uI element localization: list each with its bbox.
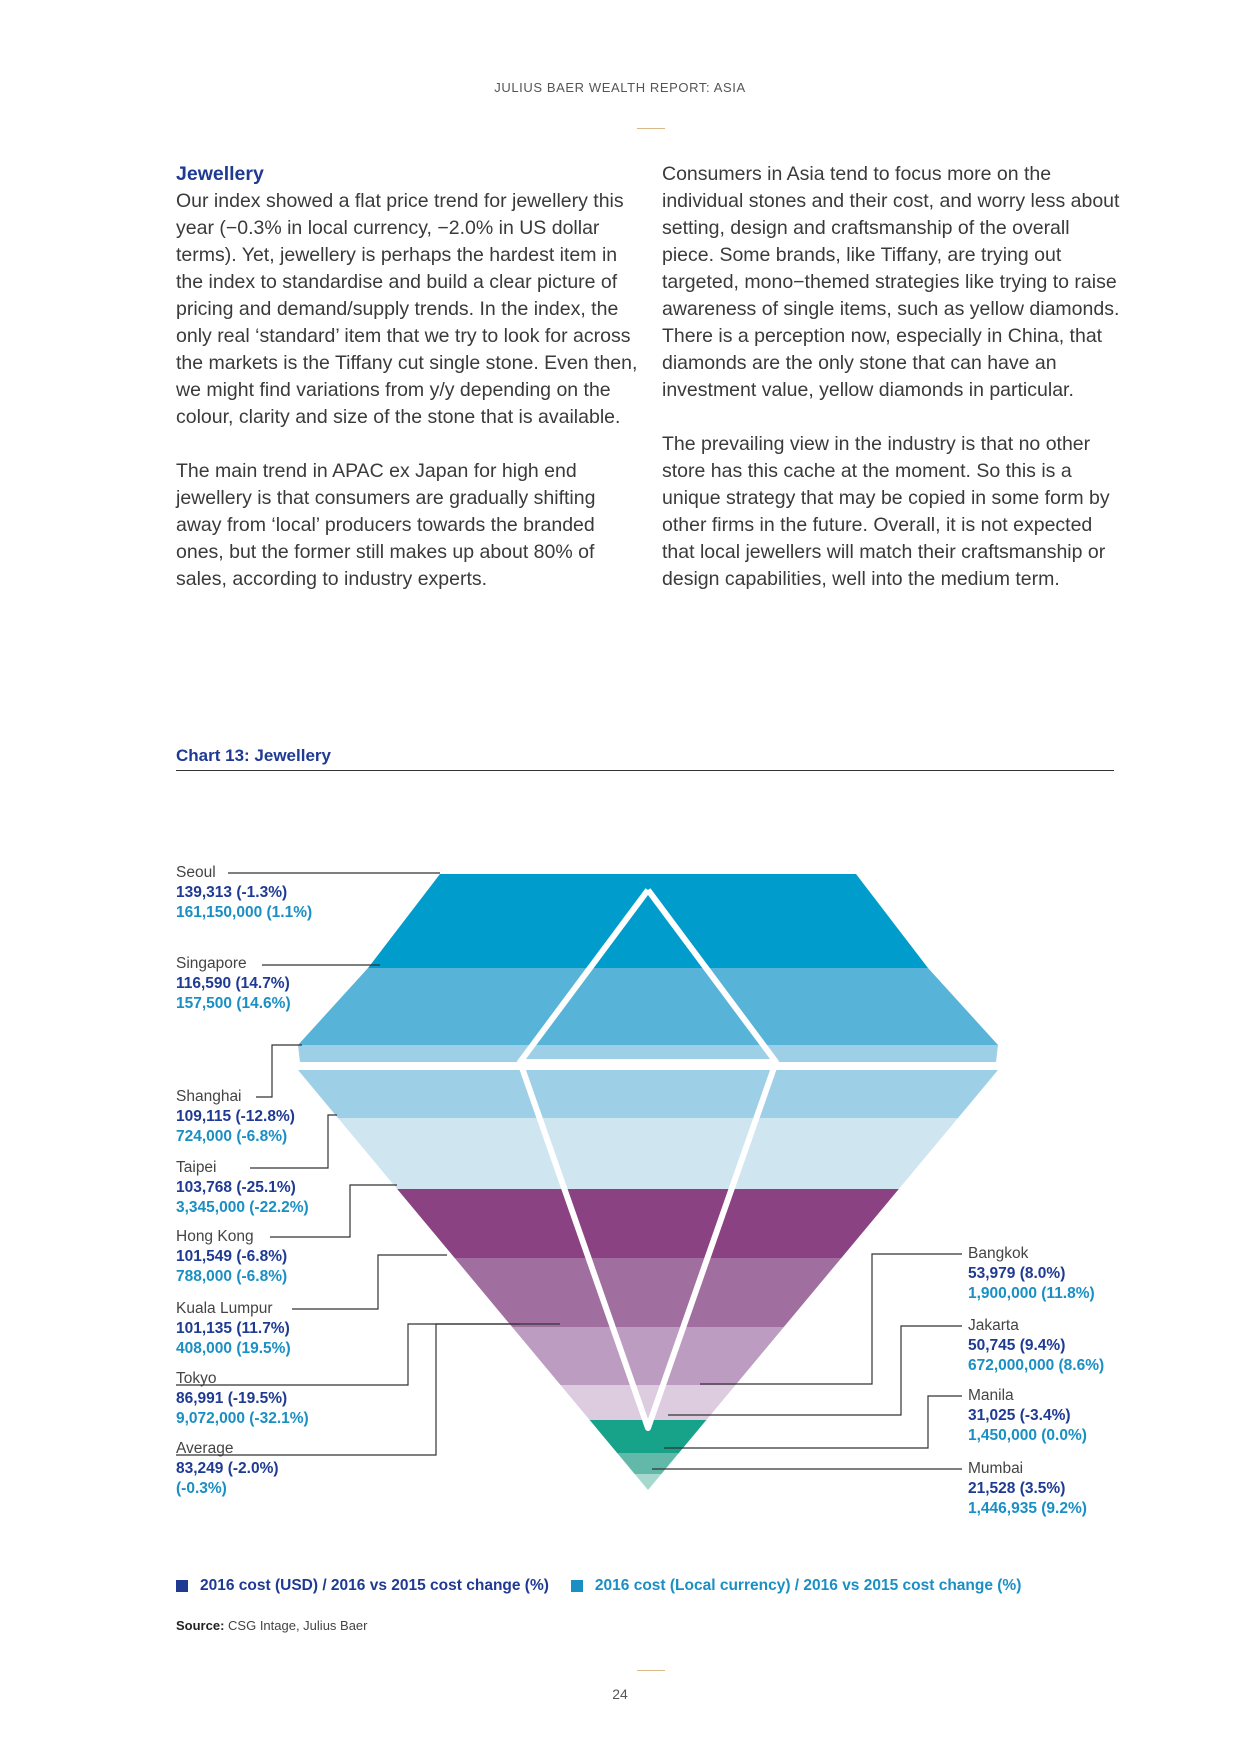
chart-label-mumbai bbox=[968, 1460, 1087, 1517]
diamond-band bbox=[368, 874, 928, 968]
city-label: Manila bbox=[968, 1387, 1014, 1404]
paragraph: The prevailing view in the industry is that no other store has this cache at the moment. So this is a unique strategy that may be copied in some form by other firms in the future. Overall, it is not expected that local jewellers will match their craftsmanship or design capabilities, well into the medium term. bbox=[662, 433, 1110, 590]
local-value-label: 1,900,000 (11.8%) bbox=[968, 1285, 1095, 1302]
legend-label-local: 2016 cost (Local currency) / 2016 vs 2015 cost change (%) bbox=[594, 1577, 1022, 1594]
diamond-band bbox=[455, 1258, 842, 1327]
page-number: 24 bbox=[612, 1686, 628, 1702]
usd-value-label: 21,528 (3.5%) bbox=[968, 1480, 1066, 1497]
local-value-label: 788,000 (-6.8%) bbox=[176, 1268, 288, 1285]
usd-value-label: 139,313 (-1.3%) bbox=[176, 884, 288, 901]
source-text: CSG Intage, Julius Baer bbox=[228, 1618, 368, 1633]
local-value-label: 9,072,000 (-32.1%) bbox=[176, 1410, 309, 1427]
city-label: Average bbox=[176, 1440, 234, 1457]
diamond-band bbox=[635, 1474, 662, 1490]
city-label: Singapore bbox=[176, 955, 247, 972]
chart-label-manila bbox=[968, 1387, 1087, 1444]
usd-value-label: 53,979 (8.0%) bbox=[968, 1265, 1066, 1282]
local-value-label: 724,000 (-6.8%) bbox=[176, 1128, 288, 1145]
chart-label-tokyo bbox=[176, 1370, 309, 1427]
usd-value-label: 50,745 (9.4%) bbox=[968, 1337, 1066, 1354]
city-label: Bangkok bbox=[968, 1245, 1029, 1262]
leader-line bbox=[256, 1045, 302, 1097]
local-value-label: (-0.3%) bbox=[176, 1480, 227, 1497]
local-value-label: 157,500 (14.6%) bbox=[176, 995, 291, 1012]
usd-value-label: 101,135 (11.7%) bbox=[176, 1320, 290, 1337]
diamond-band bbox=[397, 1189, 899, 1258]
usd-value-label: 109,115 (-12.8%) bbox=[176, 1108, 295, 1125]
chart-label-singapore bbox=[176, 955, 291, 1012]
city-label: Kuala Lumpur bbox=[176, 1300, 273, 1317]
paragraph: The main trend in APAC ex Japan for high end jewellery is that consumers are gradually shifting away from ‘local’ producers towards the branded ones, but the former still makes up about 80% of sales, according to industry experts. bbox=[176, 460, 596, 590]
city-label: Hong Kong bbox=[176, 1228, 254, 1245]
usd-value-label: 83,249 (-2.0%) bbox=[176, 1460, 279, 1477]
usd-value-label: 31,025 (-3.4%) bbox=[968, 1407, 1071, 1424]
legend-swatch-local bbox=[571, 1580, 583, 1592]
running-header: JULIUS BAER WEALTH REPORT: ASIA bbox=[494, 80, 746, 95]
city-label: Mumbai bbox=[968, 1460, 1024, 1477]
usd-value-label: 116,590 (14.7%) bbox=[176, 975, 290, 992]
city-label: Shanghai bbox=[176, 1088, 242, 1105]
section-heading: Jewellery bbox=[176, 163, 264, 185]
chart-label-average bbox=[176, 1440, 279, 1497]
local-value-label: 1,446,935 (9.2%) bbox=[968, 1500, 1087, 1517]
city-label: Seoul bbox=[176, 864, 216, 881]
diamond-band bbox=[512, 1327, 784, 1385]
leader-line bbox=[292, 1255, 447, 1309]
paragraph: Consumers in Asia tend to focus more on the individual stones and their cost, and worry less about setting, design and craftsmanship of the overall piece. Some brands, like Tiffany, are trying out targeted, mono−themed strategies like trying to raise awareness of single items, such as yellow diamonds. There is a perception now, especially in China, that diamonds are the only stone that can have an investment value, yellow diamonds in particular. bbox=[662, 163, 1120, 401]
usd-value-label: 101,549 (-6.8%) bbox=[176, 1248, 288, 1265]
local-value-label: 1,450,000 (0.0%) bbox=[968, 1427, 1087, 1444]
diamond-band bbox=[298, 1070, 998, 1118]
source-note bbox=[176, 1618, 368, 1633]
diamond-band bbox=[617, 1453, 679, 1474]
paragraph: Our index showed a flat price trend for jewellery this year (−0.3% in local currency, −2.0% in US dollar terms). Yet, jewellery is perhaps the hardest item in the index to standardise and build a clear picture of pricing and demand/supply trends. In the index, the only real ‘standard’ item that we try to look for across the markets is the Tiffany cut single stone. Even then, we might find variations from y/y depending on the colour, clarity and size of the stone that is available. bbox=[176, 190, 638, 428]
diamond-band bbox=[338, 1118, 958, 1189]
chart-label-bangkok bbox=[968, 1245, 1095, 1302]
local-value-label: 408,000 (19.5%) bbox=[176, 1340, 291, 1357]
footer-divider bbox=[637, 1670, 665, 1671]
diamond-band bbox=[298, 968, 998, 1045]
usd-value-label: 86,991 (-19.5%) bbox=[176, 1390, 288, 1407]
chart-title: Chart 13: Jewellery bbox=[176, 746, 331, 765]
legend-item-local bbox=[571, 1577, 1021, 1595]
usd-value-label: 103,768 (-25.1%) bbox=[176, 1179, 296, 1196]
local-value-label: 672,000,000 (8.6%) bbox=[968, 1357, 1105, 1374]
source-label: Source: bbox=[176, 1618, 225, 1633]
chart-label-jakarta bbox=[968, 1317, 1104, 1374]
legend-item-usd bbox=[176, 1577, 549, 1595]
local-value-label: 161,150,000 (1.1%) bbox=[176, 904, 313, 921]
city-label: Tokyo bbox=[176, 1370, 217, 1387]
city-label: Taipei bbox=[176, 1159, 217, 1176]
legend-swatch-usd bbox=[176, 1580, 188, 1592]
chart-legend bbox=[176, 1577, 1043, 1595]
chart-label-kuala-lumpur bbox=[176, 1300, 291, 1357]
legend-label-usd: 2016 cost (USD) / 2016 vs 2015 cost change (%) bbox=[200, 1577, 549, 1594]
local-value-label: 3,345,000 (-22.2%) bbox=[176, 1199, 309, 1216]
city-label: Jakarta bbox=[968, 1317, 1019, 1334]
chart-label-shanghai bbox=[176, 1088, 295, 1145]
